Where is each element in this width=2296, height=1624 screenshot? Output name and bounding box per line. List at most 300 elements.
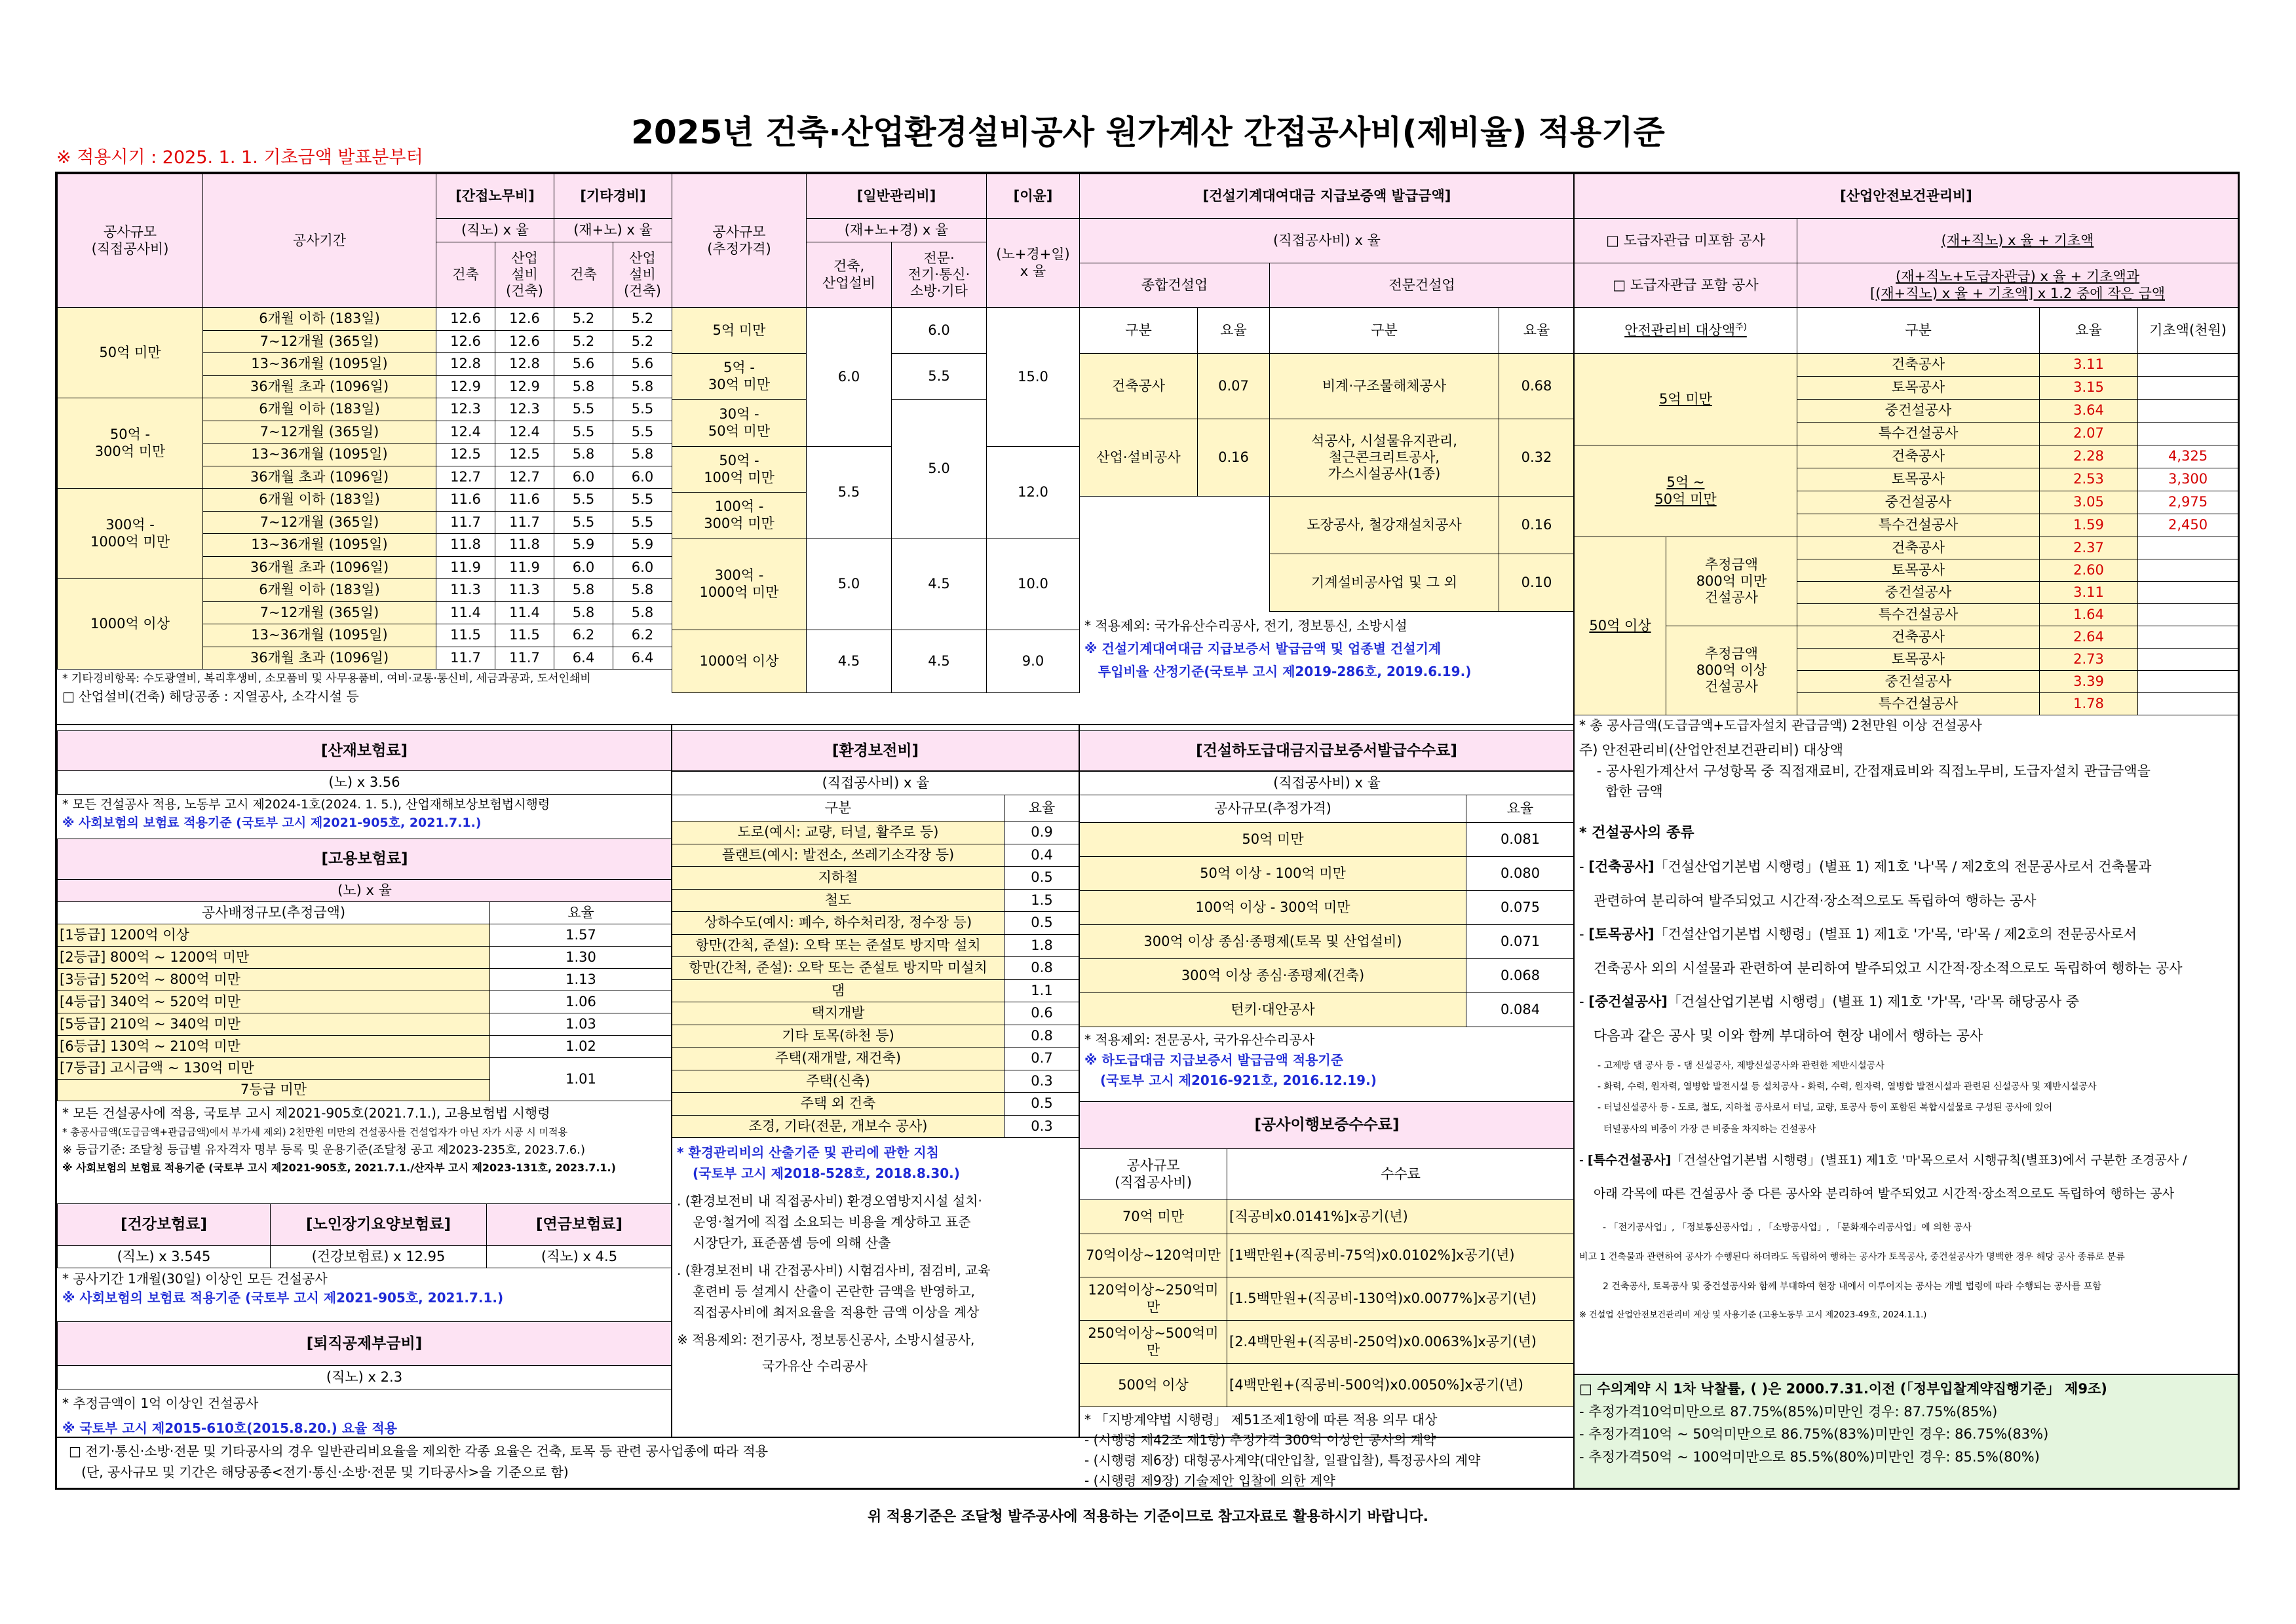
env-type: 지하철 xyxy=(672,867,1004,890)
labor-period: 7~12개월 (365일) xyxy=(203,421,436,444)
labor-rate: 5.6 xyxy=(613,353,672,376)
g-rate: 0.07 xyxy=(1198,354,1270,419)
col-plant: 산업 설비 (건축) xyxy=(613,242,672,308)
labor-rate: 11.9 xyxy=(436,556,495,579)
env-rate: 0.5 xyxy=(1004,867,1080,890)
labor-period: 36개월 초과 (1096일) xyxy=(203,647,436,670)
labor-rate: 5.5 xyxy=(554,421,613,444)
safety-type: 건축공사 xyxy=(1797,626,2040,649)
g-rate: 0.16 xyxy=(1198,419,1270,497)
labor-period: 6개월 이하 (183일) xyxy=(203,579,436,602)
perform-section xyxy=(1079,1101,1574,1492)
workcomp-formula: (노) x 3.56 xyxy=(57,771,672,795)
employ-grade: [7등급] 고시금액 ~ 130억 미만 xyxy=(58,1058,490,1080)
health-section xyxy=(57,1203,672,1309)
subguar-rate: 0.068 xyxy=(1466,959,1575,993)
safety-note: 주) 안전관리비(산업안전보건관리비) 대상액 xyxy=(1579,742,1844,758)
subguar-scale: 50억 미만 xyxy=(1080,823,1466,857)
labor-rate: 12.3 xyxy=(495,398,554,421)
env-rate-header: 요율 xyxy=(1004,795,1080,821)
gm-scale: 300억 - 1000억 미만 xyxy=(672,538,807,630)
safety-rate: 1.78 xyxy=(2040,693,2138,715)
safety-rate: 3.64 xyxy=(2040,400,2138,423)
labor-scale-text: 1000억 이상 xyxy=(90,615,170,632)
safety-rate: 2.64 xyxy=(2040,626,2138,649)
general-contractor-header: 종합건설업 xyxy=(1080,263,1270,308)
labor-table xyxy=(57,174,672,670)
labor-rate: 12.9 xyxy=(436,375,495,398)
safety-rate: 3.15 xyxy=(2040,377,2138,400)
labor-scale-text: 50억 - 300억 미만 xyxy=(94,426,166,459)
safety-table xyxy=(1574,174,2238,715)
labor-rate: 5.8 xyxy=(613,444,672,466)
env-rate: 1.8 xyxy=(1004,934,1080,957)
env-note: . (환경보전비 내 직접공사비) 환경오염방지시설 설치· xyxy=(677,1193,982,1209)
detail-line: 터널공사의 비중이 가장 큰 비중을 차지하는 건설공사 xyxy=(1598,1124,1816,1135)
other-expense-formula: (재+노) x 율 xyxy=(554,219,672,242)
guarantee-notes xyxy=(1079,612,1574,685)
type-line: 아래 각목에 따른 건설공사 중 다른 공사와 분리하여 발주되었고 시간적·장소적으로도 독립하여 행하는 공사 xyxy=(1594,1186,2175,1201)
g-type-header: 구분 xyxy=(1080,308,1198,354)
labor-rate: 5.5 xyxy=(554,511,613,534)
page-title: 2025년 건축·산업환경설비공사 원가계산 간접공사비(제비율) 적용기준 xyxy=(631,113,1665,151)
labor-section xyxy=(57,174,672,724)
safety-rate: 2.60 xyxy=(2040,559,2138,582)
env-type: 주택(신축) xyxy=(672,1070,1004,1093)
safety-subscale-text: 추정금액 800억 미만 건설공사 xyxy=(1696,556,1767,606)
safety-rate: 3.11 xyxy=(2040,354,2138,377)
labor-rate: 12.6 xyxy=(436,308,495,331)
labor-rate: 5.8 xyxy=(613,375,672,398)
detail-line: ※ 건설업 산업안전보건관리비 계상 및 사용기준 (고용노동부 고시 제2023-49호, 2024.1.1.) xyxy=(1579,1310,1927,1320)
retire-note: ※ 국토부 고시 제2015-610호(2015.8.20.) 요율 적용 xyxy=(62,1420,397,1436)
labor-rate: 5.8 xyxy=(613,579,672,602)
perform-fee: [1백만원+(직공비-75억)x0.0102%]x공기(년) xyxy=(1227,1234,1575,1277)
special-types xyxy=(1574,1141,2238,1213)
subguar-table xyxy=(1079,771,1575,1027)
safety-type: 중건설공사 xyxy=(1797,400,2040,423)
env-note: (국토부 고시 제2018-528호, 2018.8.30.) xyxy=(693,1165,960,1181)
g-type: 산업·설비공사 xyxy=(1080,419,1198,497)
employ-rate: 1.30 xyxy=(490,947,672,969)
perform-fee: [2.4백만원+(직공비-250억)x0.0063%]x공기(년) xyxy=(1227,1321,1575,1364)
perform-note: - (시행령 제9장) 기술제안 입찰에 의한 계약 xyxy=(1084,1473,1335,1488)
gm-scale: 100억 - 300억 미만 xyxy=(672,493,807,538)
gm-scale: 5억 미만 xyxy=(672,308,807,354)
safety-case2-label: □ 도급자관급 포함 공사 xyxy=(1575,263,1797,308)
safety-base-header: 기초액(천원) xyxy=(2138,308,2238,354)
labor-rate: 11.3 xyxy=(436,579,495,602)
safety-rate: 3.05 xyxy=(2040,491,2138,514)
safety-type: 건축공사 xyxy=(1797,354,2040,377)
subguar-scale-header: 공사규모(추정가격) xyxy=(1080,795,1466,823)
labor-notes xyxy=(57,670,672,708)
subguar-scale: 50억 이상 - 100억 미만 xyxy=(1080,857,1466,891)
labor-rate: 5.8 xyxy=(554,579,613,602)
main-frame xyxy=(55,172,2240,1490)
labor-rate: 5.8 xyxy=(613,601,672,624)
s-rate-header: 요율 xyxy=(1499,308,1575,354)
employ-formula: (노) x 율 xyxy=(58,880,672,902)
labor-rate: 5.5 xyxy=(613,398,672,421)
employ-grade: [4등급] 340억 ~ 520억 미만 xyxy=(58,991,490,1013)
labor-rate: 12.6 xyxy=(495,330,554,353)
labor-period: 36개월 초과 (1096일) xyxy=(203,375,436,398)
health-notes xyxy=(57,1268,672,1309)
safety-rate: 3.11 xyxy=(2040,582,2138,604)
safety-case1-label: □ 도급자관급 미포함 공사 xyxy=(1575,219,1797,263)
labor-rate: 5.5 xyxy=(613,511,672,534)
gm-arch-rate: 5.0 xyxy=(807,538,892,630)
env-note: 운영·철거에 직접 소요되는 비용을 계상하고 표준 xyxy=(693,1214,971,1230)
safety-note: - 공사원가계산서 구성항목 중 직접재료비, 간접재료비와 직접노무비, 도급자설치 관급금액을 xyxy=(1592,763,2151,779)
labor-rate: 12.6 xyxy=(495,308,554,331)
employ-rate: 1.06 xyxy=(490,991,672,1013)
labor-scale-header: 공사규모 (직접공사비) xyxy=(58,174,203,308)
column-separator xyxy=(671,724,672,1437)
safety-rate: 1.64 xyxy=(2040,604,2138,626)
workcomp-note: * 모든 건설공사 적용, 노동부 고시 제2024-1호(2024. 1. 5.), 산업재해보상보험법시행령 xyxy=(62,797,550,812)
labor-rate: 5.2 xyxy=(554,308,613,331)
labor-rate: 11.7 xyxy=(436,647,495,670)
safety-target-header: 안전관리비 대상액$^{주)}$ xyxy=(1575,308,1797,354)
labor-rate: 12.3 xyxy=(436,398,495,421)
retire-notes xyxy=(57,1389,672,1442)
detail-line: - 화력, 수력, 원자력, 열병합 발전시설 등 설치공사 - 화력, 수력, 원자력, 열병합 발전시설과 관련된 신설공사 및 제반시설공사 xyxy=(1598,1082,2097,1093)
labor-note: * 기타경비항목: 수도광열비, 복리후생비, 소모품비 및 사무용품비, 여비·교통·통신비, 세금과공과, 도서인쇄비 xyxy=(62,672,591,685)
env-rate: 0.9 xyxy=(1004,821,1080,844)
labor-scale xyxy=(58,308,203,398)
safety-notes xyxy=(1574,715,2238,736)
safety-base xyxy=(2138,423,2238,445)
labor-rate: 12.5 xyxy=(495,444,554,466)
perform-scale: 120억이상~250억미만 xyxy=(1080,1277,1227,1321)
env-type: 플랜트(예시: 발전소, 쓰레기소각장 등) xyxy=(672,844,1004,867)
env-rate: 0.7 xyxy=(1004,1048,1080,1070)
labor-rate: 11.7 xyxy=(495,511,554,534)
labor-rate: 6.2 xyxy=(613,624,672,647)
employ-header: [고용보험료] xyxy=(58,839,672,880)
safety-type: 특수건설공사 xyxy=(1797,423,2040,445)
profit-rate: 12.0 xyxy=(987,447,1080,538)
labor-rate: 6.0 xyxy=(613,556,672,579)
labor-rate: 12.8 xyxy=(495,353,554,376)
perform-header: [공사이행보증수수료] xyxy=(1080,1102,1575,1149)
employ-grade: [3등급] 520억 ~ 800억 미만 xyxy=(58,969,490,991)
safety-type: 건축공사 xyxy=(1797,445,2040,468)
type-tag: [토목공사] xyxy=(1588,926,1655,943)
safety-scale: 50억 이상 xyxy=(1575,537,1666,715)
type-tag: [특수건설공사] xyxy=(1587,1152,1672,1167)
env-section xyxy=(672,730,1079,1378)
page-footer: 위 적용기준은 조달청 발주공사에 적용하는 기준이므로 참고자료로 활용하시기 바랍니다. xyxy=(868,1509,1428,1525)
apply-date: ※ 적용시기 : 2025. 1. 1. 기초금액 발표분부터 xyxy=(56,147,423,168)
env-type: 항만(간척, 준설): 오탁 또는 준설토 방지막 설치 xyxy=(672,934,1004,957)
employ-section xyxy=(57,839,672,1179)
safety-base: 3,300 xyxy=(2138,468,2238,491)
type-line: - [건축공사]「건설산업기본법 시행령」(별표 1) 제1호 '나'목 / 제2호의 전문공사로서 건축물과 xyxy=(1579,859,2152,875)
safety-rate-header: 요율 xyxy=(2040,308,2138,354)
subguar-note: (국토부 고시 제2016-921호, 2016.12.19.) xyxy=(1100,1072,1377,1088)
labor-scale-text: 50억 미만 xyxy=(99,344,161,360)
safety-subscale-text: 추정금액 800억 이상 건설공사 xyxy=(1696,645,1767,695)
g-empty xyxy=(1080,497,1270,612)
labor-rate: 5.5 xyxy=(554,489,613,512)
safety-base xyxy=(2138,604,2238,626)
env-type: 철도 xyxy=(672,889,1004,912)
employ-rate: 1.03 xyxy=(490,1013,672,1036)
bottom-note-section xyxy=(57,1437,1574,1488)
safety-note: 합한 금액 xyxy=(1592,784,1663,799)
env-rate: 0.3 xyxy=(1004,1115,1080,1138)
subguar-scale: 100억 이상 - 300억 미만 xyxy=(1080,891,1466,925)
gm-scale: 1000억 이상 xyxy=(672,630,807,693)
labor-period: 7~12개월 (365일) xyxy=(203,511,436,534)
type-tag: [건축공사] xyxy=(1588,859,1655,875)
s-type-header: 구분 xyxy=(1270,308,1499,354)
col-arch: 건축 xyxy=(436,242,495,308)
detail-line: 비고 1 건축물과 관련하여 공사가 수행된다 하더라도 독립하여 행하는 공사가 토목공사, 중건설공사가 명백한 경우 해당 공사 종류로 분류 xyxy=(1579,1252,2125,1263)
env-type-header: 구분 xyxy=(672,795,1004,821)
subguar-note: * 적용제외: 전문공사, 국가유산수리공사 xyxy=(1084,1032,1315,1048)
env-note: * 환경관리비의 산출기준 및 관리에 관한 지침 xyxy=(677,1144,939,1160)
guarantee-note: ※ 건설기계대여대금 지급보증서 발급금액 및 업종별 건설기계 xyxy=(1084,641,1442,656)
safety-type: 중건설공사 xyxy=(1797,671,2040,693)
labor-rate: 12.4 xyxy=(436,421,495,444)
employ-note: ※ 사회보험의 보험료 적용기준 (국토부 고시 제2021-905호, 2021.7.1./산자부 고시 제2023-131호, 2023.7.1.) xyxy=(62,1161,616,1175)
profit-formula: (노+경+일) x 율 xyxy=(987,219,1080,308)
labor-period: 13~36개월 (1095일) xyxy=(203,624,436,647)
heavy-details xyxy=(1574,1054,2238,1141)
env-rate: 1.5 xyxy=(1004,889,1080,912)
subguar-note: ※ 하도급대금 지급보증서 발급금액 적용기준 xyxy=(1084,1052,1344,1068)
labor-rate: 5.2 xyxy=(613,330,672,353)
employ-grade: 7등급 미만 xyxy=(58,1080,490,1101)
pension-formula: (직노) x 4.5 xyxy=(487,1246,672,1268)
env-type: 주택 외 건축 xyxy=(672,1093,1004,1116)
employ-note: * 총공사금액(도급금액+관급금액)에서 부가세 제외) 2천만원 미만의 건설공사를 건설업자가 아닌 자가 시공 시 미적용 xyxy=(62,1126,567,1138)
labor-rate: 5.5 xyxy=(554,398,613,421)
safety-base xyxy=(2138,354,2238,377)
labor-scale xyxy=(58,398,203,489)
gm-elec-rate: 4.5 xyxy=(892,630,987,693)
labor-rate: 11.8 xyxy=(495,534,554,557)
safety-base xyxy=(2138,559,2238,582)
safety-rate: 3.39 xyxy=(2040,671,2138,693)
workcomp-section xyxy=(57,730,672,833)
env-rate: 0.8 xyxy=(1004,957,1080,980)
safety-type: 특수건설공사 xyxy=(1797,514,2040,537)
labor-rate: 11.6 xyxy=(436,489,495,512)
type-line: - [중건설공사]「건설산업기본법 시행령」(별표 1) 제1호 '가'목, '라'목 해당공사 중 xyxy=(1579,994,2080,1010)
type-line: 관련하여 분리하여 발주되었고 시간적·장소적으로도 독립하여 행하는 공사 xyxy=(1594,892,2037,909)
gm-arch-rate: 6.0 xyxy=(807,308,892,447)
safety-case1-formula: (재+직노) x 율 + 기초액 xyxy=(1797,219,2238,263)
labor-note: □ 산업설비(건축) 해당공종 : 지열공사, 소각시설 등 xyxy=(62,688,359,704)
subguar-header: [건설하도급대금지급보증서발급수수료] xyxy=(1079,730,1574,771)
labor-rate: 11.6 xyxy=(495,489,554,512)
labor-rate: 11.9 xyxy=(495,556,554,579)
safety-base xyxy=(2138,400,2238,423)
detail-line: - 고제방 댐 공사 등 - 댐 신설공사, 제방신설공사와 관련한 제반시설공사 xyxy=(1598,1061,1885,1072)
safety-note: * 총 공사금액(도급금액+도급자설치 관급금액) 2천만원 이상 건설공사 xyxy=(1579,717,1982,733)
divider xyxy=(57,724,1574,725)
labor-period: 13~36개월 (1095일) xyxy=(203,444,436,466)
subguar-rate: 0.080 xyxy=(1466,857,1575,891)
labor-rate: 12.6 xyxy=(436,330,495,353)
safety-type: 특수건설공사 xyxy=(1797,693,2040,715)
safety-formula-line: [(재+직노) x 율 + 기초액] x 1.2 중에 작은 금액 xyxy=(1870,285,2166,301)
health-note: * 공사기간 1개월(30일) 이상인 모든 건설공사 xyxy=(62,1271,328,1287)
detail-line: - 「전기공사업」, 「정보통신공사업」, 「소방공사업」, 「문화재수리공사업」에 의한 공사 xyxy=(1603,1222,1972,1234)
env-rate: 1.1 xyxy=(1004,979,1080,1002)
guarantee-section xyxy=(1079,174,1574,724)
s-type: 비계·구조물해체공사 xyxy=(1270,354,1499,419)
gm-scale: 50억 - 100억 미만 xyxy=(672,447,807,493)
labor-rate: 11.3 xyxy=(495,579,554,602)
perform-fee: [직공비x0.0141%]x공기(년) xyxy=(1227,1200,1575,1234)
labor-period: 7~12개월 (365일) xyxy=(203,601,436,624)
s-rate: 0.68 xyxy=(1499,354,1575,419)
employ-note: ※ 등급기준: 조달청 등급별 유자격자 명부 등록 및 운용기준(조달청 공고 제2023-235호, 2023.7.6.) xyxy=(62,1142,586,1157)
s-rate: 0.16 xyxy=(1499,497,1575,554)
g-type: 건축공사 xyxy=(1080,354,1198,419)
env-formula: (직접공사비) x 율 xyxy=(672,772,1080,795)
gm-formula: (재+노+경) x 율 xyxy=(807,219,987,242)
labor-period: 36개월 초과 (1096일) xyxy=(203,466,436,489)
guarantee-formula: (직접공사비) x 율 xyxy=(1080,219,1575,263)
safety-rate: 2.53 xyxy=(2040,468,2138,491)
other-expense-header: [기타경비] xyxy=(554,174,672,219)
type-line: 건축공사 외의 시설물과 관련하여 분리하여 발주되었고 시간적·장소적으로도 독립하여 행하는 공사 xyxy=(1594,960,2183,976)
type-line: - [토목공사]「건설산업기본법 시행령」(별표 1) 제1호 '가'목, '라'목 / 제2호의 전문공사로서 xyxy=(1579,926,2137,943)
safety-base: 4,325 xyxy=(2138,445,2238,468)
gm-section xyxy=(672,174,1079,724)
env-rate: 0.6 xyxy=(1004,1002,1080,1025)
labor-rate: 11.4 xyxy=(436,601,495,624)
bottom-note: □ 전기·통신·소방·전문 및 기타공사의 경우 일반관리비요율을 제외한 각종 요율은 건축, 토목 등 관련 공사업종에 따라 적용 xyxy=(69,1443,769,1459)
bottom-notes xyxy=(57,1438,1574,1484)
retire-section xyxy=(57,1321,672,1442)
type-text: 「건설산업기본법 시행령」(별표 1) 제1호 '가'목, '라'목 해당공사 중 xyxy=(1667,994,2080,1010)
gm-elec-rate: 5.0 xyxy=(892,400,987,538)
employ-rate-header: 요율 xyxy=(490,902,672,924)
column-separator xyxy=(1079,724,1080,1437)
labor-rate: 12.4 xyxy=(495,421,554,444)
gm-elec-rate: 5.5 xyxy=(892,354,987,400)
profit-rate: 9.0 xyxy=(987,630,1080,693)
env-type: 상하수도(예시: 폐수, 하수처리장, 정수장 등) xyxy=(672,912,1004,935)
subguar-scale: 턴키·대안공사 xyxy=(1080,993,1466,1027)
profit-rate: 10.0 xyxy=(987,538,1080,630)
labor-rate: 11.8 xyxy=(436,534,495,557)
health-note: ※ 사회보험의 보험료 적용기준 (국토부 고시 제2021-905호, 2021.7.1.) xyxy=(62,1290,504,1306)
env-type: 택지개발 xyxy=(672,1002,1004,1025)
perform-scale: 70억이상~120억미만 xyxy=(1080,1234,1227,1277)
gm-header: [일반관리비] xyxy=(807,174,987,219)
labor-period: 36개월 초과 (1096일) xyxy=(203,556,436,579)
gm-arch-rate: 5.5 xyxy=(807,447,892,538)
env-rate: 0.4 xyxy=(1004,844,1080,867)
env-note: . (환경보전비 내 간접공사비) 시험검사비, 점검비, 교육 xyxy=(677,1262,991,1278)
labor-period: 6개월 이하 (183일) xyxy=(203,398,436,421)
workcomp-note: ※ 사회보험의 보험료 적용기준 (국토부 고시 제2021-905호, 2021.7.1.) xyxy=(62,815,482,830)
labor-rate: 5.8 xyxy=(554,444,613,466)
perform-fee: [1.5백만원+(직공비-130억)x0.0077%]x공기(년) xyxy=(1227,1277,1575,1321)
indirect-labor-formula: (직노) x 율 xyxy=(436,219,554,242)
guarantee-table xyxy=(1079,174,1575,612)
labor-rate: 5.9 xyxy=(554,534,613,557)
labor-rate: 11.7 xyxy=(436,511,495,534)
employ-scale-header: 공사배정규모(추정금액) xyxy=(58,902,490,924)
health-formula: (직노) x 3.545 xyxy=(58,1246,271,1268)
bid-title: □ 수의계약 시 1차 낙찰률, ( )은 2000.7.31.이전 (「정부입찰계약집행기준」 제9조) xyxy=(1579,1381,2107,1397)
s-type: 기계설비공사업 및 그 외 xyxy=(1270,554,1499,612)
construction-types xyxy=(1574,804,2238,1055)
labor-rate: 11.4 xyxy=(495,601,554,624)
labor-scale-text: 300억 - 1000억 미만 xyxy=(90,517,170,550)
labor-rate: 6.4 xyxy=(613,647,672,670)
labor-rate: 5.8 xyxy=(554,601,613,624)
s-rate: 0.32 xyxy=(1499,419,1575,497)
env-type: 조경, 기타(전문, 개보수 공사) xyxy=(672,1115,1004,1138)
labor-period-header: 공사기간 xyxy=(203,174,436,308)
safety-section xyxy=(1574,174,2238,733)
type-text: 「건설산업기본법 시행령」(별표 1) 제1호 '가'목, '라'목 / 제2호의 전문공사로서 xyxy=(1654,926,2137,943)
bottom-note: (단, 공사규모 및 기간은 해당공종<전기·통신·소방·전문 및 기타공사>을 기준으로 함) xyxy=(69,1464,569,1480)
subguar-rate-header: 요율 xyxy=(1466,795,1575,823)
labor-rate: 6.0 xyxy=(554,556,613,579)
labor-rate: 12.8 xyxy=(436,353,495,376)
env-note: 시장단가, 표준품셈 등에 의해 산출 xyxy=(693,1235,891,1251)
type-text: 「건설산업기본법 시행령」(별표 1) 제1호 '나'목 / 제2호의 전문공사로서 건축물과 xyxy=(1654,859,2152,875)
bid-section xyxy=(1574,1374,2238,1488)
pension-header: [연금보험료] xyxy=(487,1204,672,1246)
employ-grade: [1등급] 1200억 이상 xyxy=(58,924,490,947)
safety-type: 건축공사 xyxy=(1797,537,2040,559)
safety-type: 특수건설공사 xyxy=(1797,604,2040,626)
retire-header: [퇴직공제부금비] xyxy=(57,1321,672,1366)
labor-rate: 12.7 xyxy=(436,466,495,489)
type-tag: [중건설공사] xyxy=(1588,994,1668,1010)
type-line: 다음과 같은 공사 및 이와 함께 부대하여 현장 내에서 행하는 공사 xyxy=(1594,1027,1983,1044)
env-type: 도로(예시: 교량, 터널, 활주로 등) xyxy=(672,821,1004,844)
bid-notes xyxy=(1574,1375,2238,1470)
safety-base xyxy=(2138,582,2238,604)
safety-footnotes xyxy=(1574,740,2238,804)
safety-scale xyxy=(1575,445,1797,537)
employ-note: * 모든 건설공사에 적용, 국토부 고시 제2021-905호(2021.7.1.), 고용보험법 시행령 xyxy=(62,1105,550,1121)
env-note: 국가유산 수리공사 xyxy=(762,1358,868,1374)
env-rate: 0.3 xyxy=(1004,1070,1080,1093)
safety-type: 중건설공사 xyxy=(1797,491,2040,514)
employ-grade: [6등급] 130억 ~ 210억 미만 xyxy=(58,1036,490,1058)
types-section xyxy=(1574,740,2238,1330)
perform-note: - (시행령 제42조 제1항) 추정가격 300억 이상인 공사의 계약 xyxy=(1084,1432,1436,1448)
labor-period: 7~12개월 (365일) xyxy=(203,330,436,353)
footnote-mark: 주) xyxy=(1735,322,1747,332)
safety-header: [산업안전보건관리비] xyxy=(1575,174,2238,219)
subguar-notes xyxy=(1079,1027,1574,1092)
labor-rate: 11.5 xyxy=(495,624,554,647)
gm-scale: 30억 - 50억 미만 xyxy=(672,400,807,447)
labor-rate: 5.9 xyxy=(613,534,672,557)
special-details xyxy=(1574,1212,2238,1330)
safety-base: 2,450 xyxy=(2138,514,2238,537)
safety-base xyxy=(2138,537,2238,559)
subguar-rate: 0.071 xyxy=(1466,925,1575,959)
types-title: * 건설공사의 종류 xyxy=(1579,824,1694,841)
